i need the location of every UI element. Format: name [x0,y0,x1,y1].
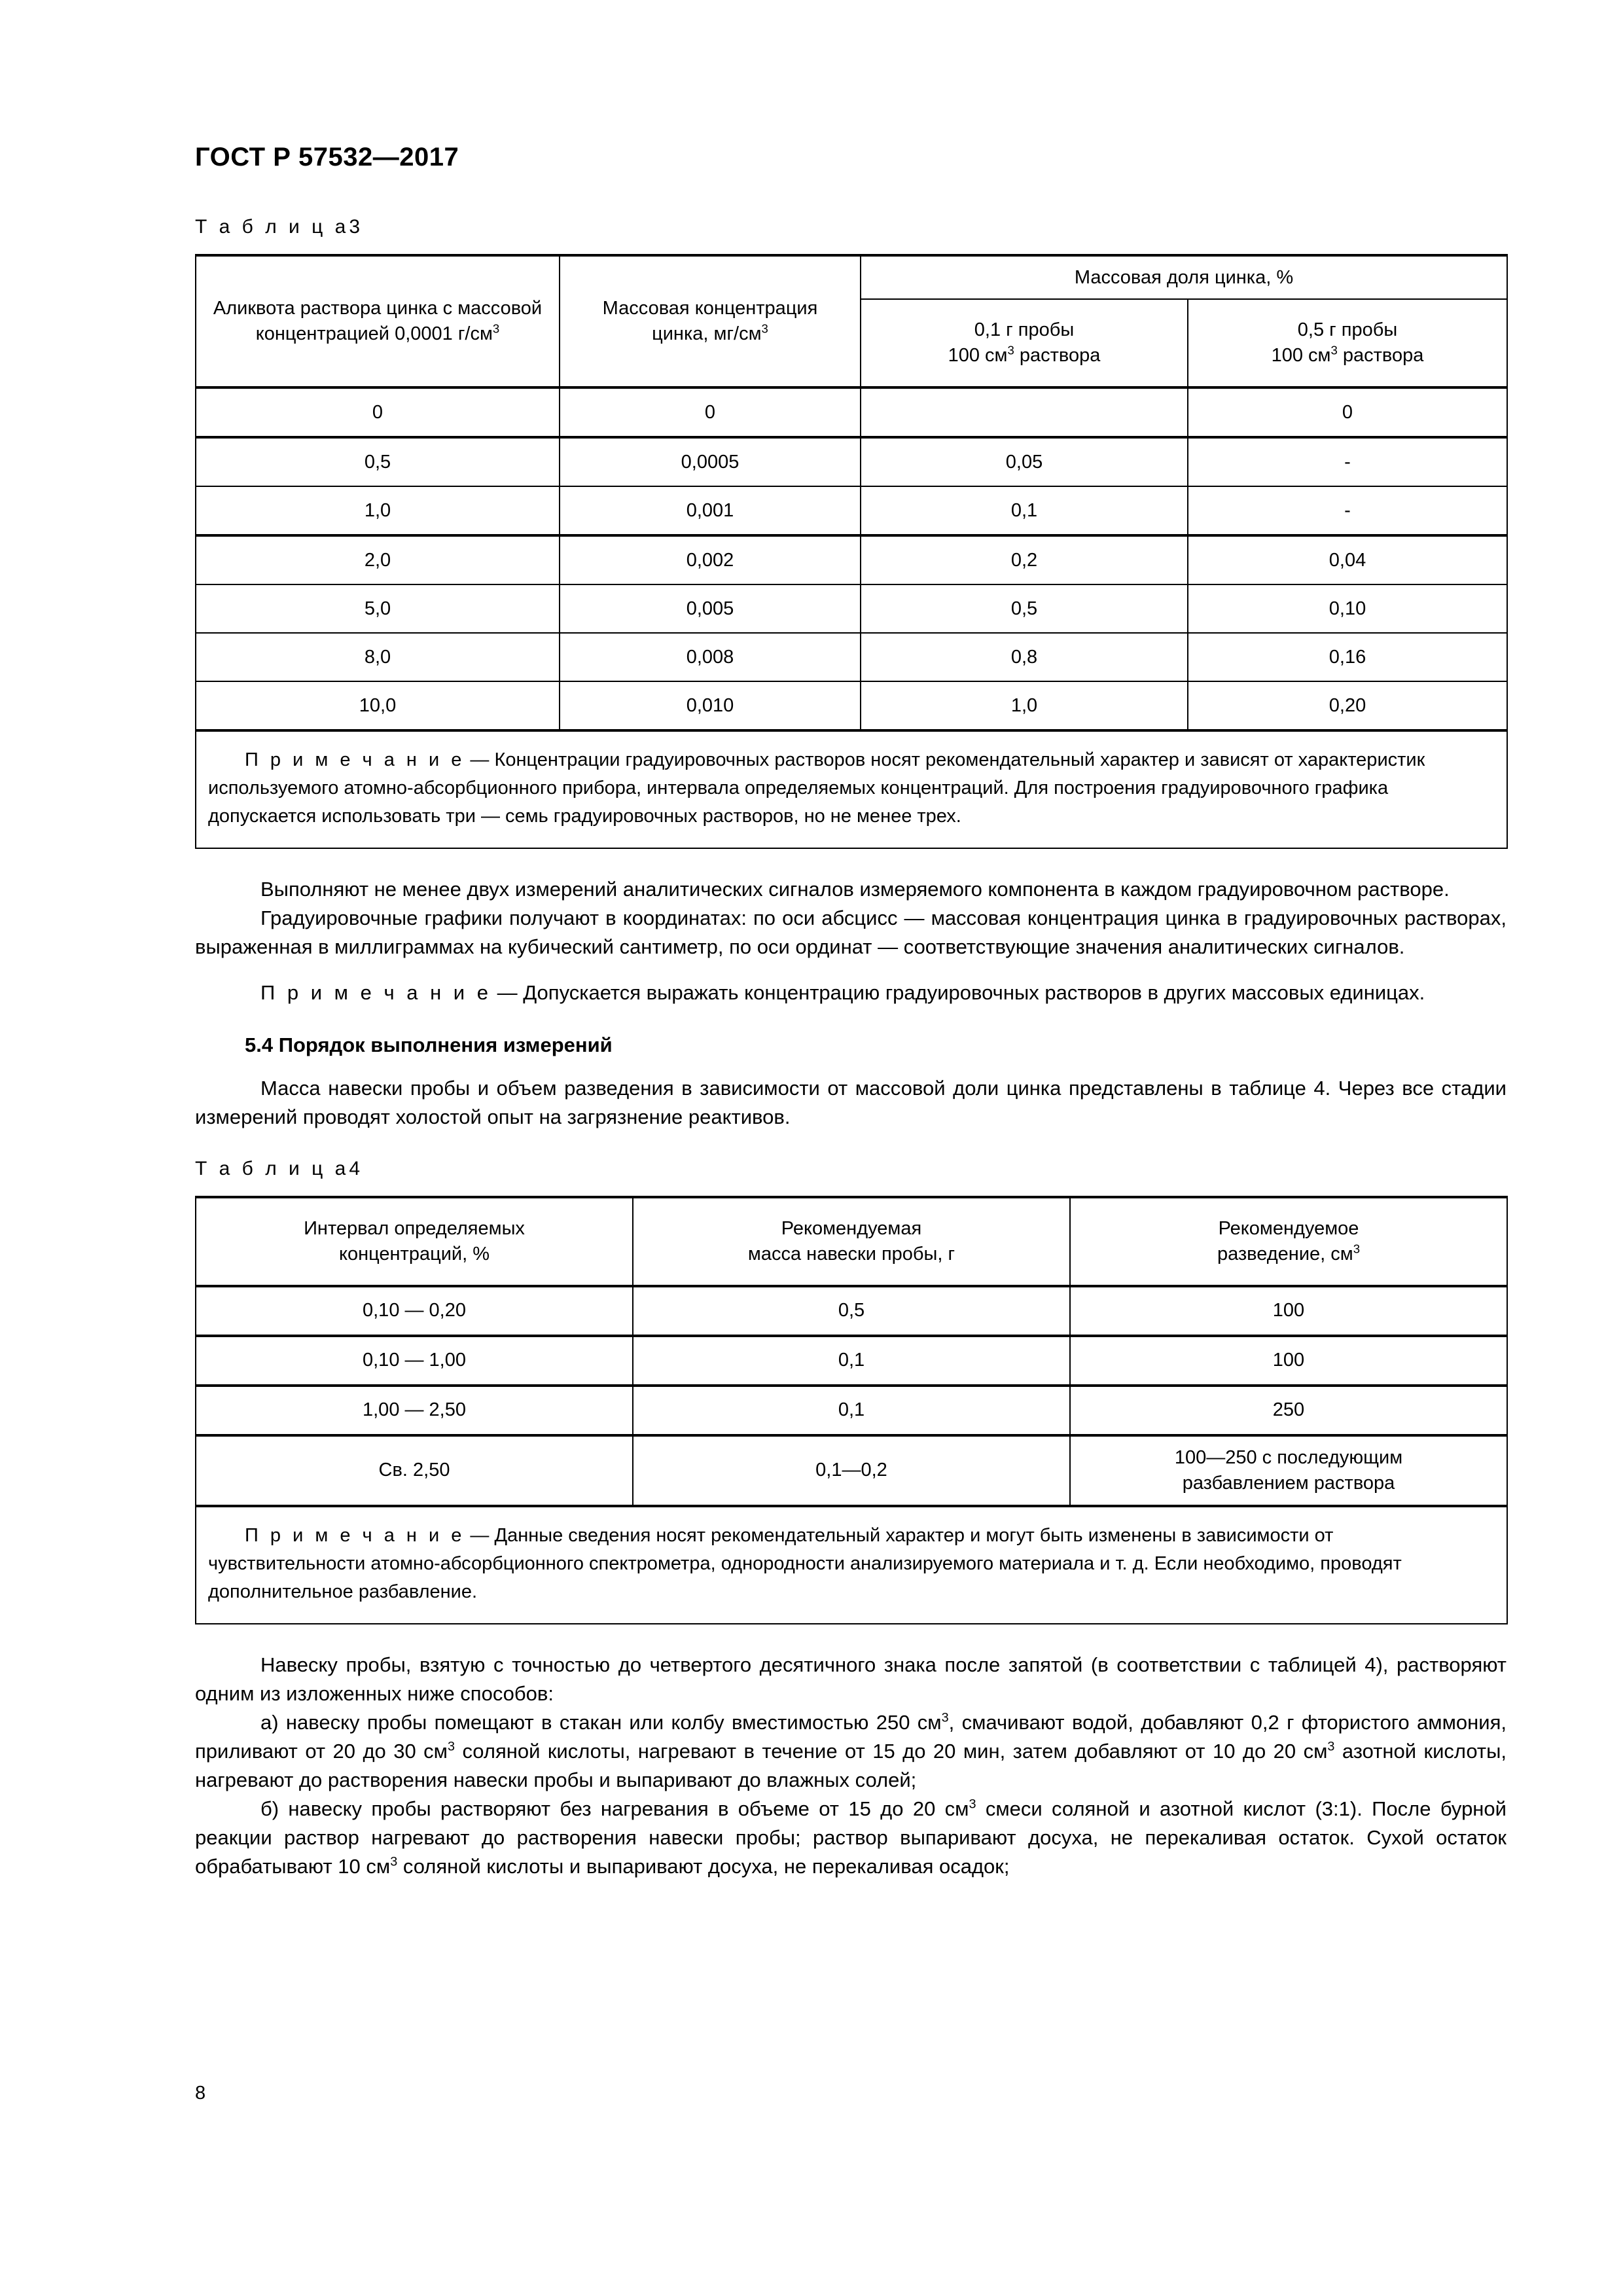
superscript-3: 3 [447,1739,455,1754]
table3-cell-fraction-05: - [1188,437,1507,486]
table-row [196,1336,1507,1386]
table3-cell-fraction-05: 0,10 [1188,584,1507,633]
table4-cell-interval: 0,10 — 0,20 [196,1286,633,1336]
table3-cell-aliquot: 2,0 [196,535,560,584]
spacer [195,1057,1507,1074]
table3-header-concentration-line1: Массовая концентрация [602,297,818,319]
table3-cell-fraction-01: 0,1 [861,486,1188,535]
table4-caption [195,1158,1507,1180]
table3-cell-concentration: 0 [560,387,861,437]
table3-cell-aliquot: 0,5 [196,437,560,486]
table3-header-sample-01 [861,299,1188,387]
body-note [195,978,1507,1007]
table3-cell-fraction-05: 0,20 [1188,681,1507,730]
table-row [196,1435,1507,1506]
paragraph-method-b: б) навеску пробы растворяют без нагревания в объеме от 15 до 20 $см^3$ смеси соляной и азотной кислот (3:1). После бурной реакции раствор нагревают до растворения навески пробы; раствор выпаривают досуха, не перекаливая остаток. Сухой остаток обрабатывают 10 $см^3$ соляной кислоты и выпаривают досуха, не перекаливая осадок; [195,1797,1507,1878]
spacer [195,1624,1507,1651]
table3-cell-fraction-05: 0,16 [1188,633,1507,681]
table3-cell-fraction-05: 0 [1188,387,1507,437]
superscript-3: 3 [1327,1739,1335,1754]
table3-note-text: — Концентрации градуировочных растворов носят рекомендательный характер и зависят от характеристик используемого атомно-абсорбционного прибора, интервала определяемых концентраций. Для построения градуировочного графика допускается использовать три — семь градуировочных растворов, но не менее трех. [208,749,1425,827]
table3-cell-concentration: 0,008 [560,633,861,681]
table3-cell-fraction-01: 0,05 [861,437,1188,486]
table-row [196,584,1507,633]
spacer [195,849,1507,875]
table-row [196,1286,1507,1336]
table-row [196,681,1507,730]
table4-header-dilution-line2: разведение, $см^3$ [1217,1242,1361,1265]
table3-cell-concentration: 0,0005 [560,437,861,486]
table3-header-aliquot-line2: концентрацией 0,0001 $г/см^3$ [255,321,500,344]
table4-cell-interval: Св. 2,50 [196,1435,633,1506]
table4-cell-interval: 1,00 — 2,50 [196,1386,633,1435]
table3-cell-fraction-01: 1,0 [861,681,1188,730]
table3-header-sample-01-line1: 0,1 г пробы [974,319,1075,340]
body-note-lead: П р и м е ч а н и е [260,980,491,1004]
table4-cell-dilution [1070,1435,1507,1506]
table4-cell-dilution: 250 [1070,1386,1507,1435]
paragraph-calibration-graphs: Градуировочные графики получают в координатах: по оси абсцисс — массовая концентрация цинка в градуировочных растворах, выраженная в миллиграммах на кубический сантиметр, по оси ординат — соответствующие значения аналитических сигналов. [195,906,1507,958]
table3-cell-fraction-01: 0,2 [861,535,1188,584]
table4-header-mass-line2: масса навески пробы, г [747,1243,955,1265]
table3-cell-aliquot: 5,0 [196,584,560,633]
table3-header-sample-05-line2: 100 $см^3$ раствора [1271,343,1424,366]
table4-cell-dilution-line2: разбавлением раствора [1182,1472,1395,1494]
table4-note-text: — Данные сведения носят рекомендательный характер и могут быть изменены в зависимости от чувствительности атомно-абсорбционного спектрометра, однородности анализируемого материала и т. д. Если необходимо, проводят дополнительное разбавление. [208,1524,1402,1602]
table4-cell-mass: 0,1 [633,1336,1070,1386]
table4-header-dilution-line1: Рекомендуемое [1218,1217,1359,1239]
standard-header: ГОСТ Р 57532—2017 [195,143,459,171]
table3-caption [195,216,1507,238]
table3-header-concentration-line2: цинка, $мг/см^3$ [652,321,768,344]
table4-header-row [196,1197,1507,1286]
table3-caption-label: Т а б л и ц а [195,216,349,238]
table3-header-sample-05-line1: 0,5 г пробы [1297,319,1398,340]
table3-header-concentration [560,255,861,387]
table3-cell-concentration: 0,002 [560,535,861,584]
table3-cell-aliquot: 10,0 [196,681,560,730]
table4-caption-label: Т а б л и ц а [195,1157,349,1179]
body-note-text: — Допускается выражать концентрацию градуировочных растворов в других массовых единицах. [491,980,1425,1004]
superscript-3: 3 [761,321,768,336]
table3-cell-concentration: 0,005 [560,584,861,633]
table4-note-lead: П р и м е ч а н и е [245,1524,465,1546]
table3-header-aliquot-line1: Аликвота раствора цинка с массовой [213,297,543,319]
table4-cell-mass: 0,1—0,2 [633,1435,1070,1506]
table3-cell-concentration: 0,001 [560,486,861,535]
table4-header-mass [633,1197,1070,1286]
table4-cell-interval: 0,10 — 1,00 [196,1336,633,1386]
table4-header-interval-line2: концентраций, % [338,1243,490,1265]
spacer [195,961,1507,978]
table4-note [196,1506,1507,1624]
table4-note-row [196,1506,1507,1624]
table3-header-row-1 [196,255,1507,299]
table-3 [195,254,1508,849]
paragraph-sample-accuracy: Навеску пробы, взятую с точностью до четвертого десятичного знака после запятой (в соответствии с таблицей 4), растворяют одним из изложенных ниже способов: [195,1653,1507,1705]
table4-header-interval-line1: Интервал определяемых [304,1217,525,1239]
table4-cell-mass: 0,1 [633,1386,1070,1435]
table3-header-mass-fraction-group: Массовая доля цинка, % [861,255,1507,299]
section-heading-5-4: 5.4 Порядок выполнения измерений [245,1033,613,1056]
table3-cell-fraction-01: 0,8 [861,633,1188,681]
paragraph-method-a: а) навеску пробы помещают в стакан или колбу вместимостью 250 $см^3$, смачивают водой, добавляют 0,2 г фтористого аммония, приливают от 20 до 30 $см^3$ соляной кислоты, нагревают в течение от 15 до 20 мин, затем добавляют от 10 до 20 $см^3$ азотной кислоты, нагревают до растворения навески пробы и выпаривают до влажных солей; [195,1710,1507,1791]
table3-cell-fraction-05: - [1188,486,1507,535]
table3-note-row [196,730,1507,848]
table3-note-lead: П р и м е ч а н и е [245,749,465,770]
superscript-3: 3 [390,1854,398,1869]
table3-cell-aliquot: 1,0 [196,486,560,535]
superscript-3: 3 [941,1710,949,1725]
table3-cell-aliquot: 0 [196,387,560,437]
paragraph-sample-mass: Масса навески пробы и объем разведения в зависимости от массовой доли цинка представлены в таблице 4. Через все стадии измерений проводят холостой опыт на загрязнение реактивов. [195,1076,1507,1128]
superscript-3: 3 [1007,343,1014,357]
superscript-3: 3 [1353,1242,1361,1256]
table4-cell-mass: 0,5 [633,1286,1070,1336]
table4-cell-dilution-line1: 100—250 с последующим [1174,1446,1403,1468]
table-4 [195,1196,1508,1624]
table4-caption-number: 4 [349,1157,361,1179]
table4-header-dilution [1070,1197,1507,1286]
table-row [196,1386,1507,1435]
table-row [196,535,1507,584]
table4-header-interval [196,1197,633,1286]
table3-header-sample-01-line2: 100 $см^3$ раствора [948,343,1101,366]
table4-cell-dilution: 100 [1070,1286,1507,1336]
table4-header-mass-line1: Рекомендуемая [781,1217,922,1239]
superscript-3: 3 [969,1797,976,1812]
superscript-3: 3 [492,321,500,336]
page-content [195,216,1507,1881]
table-row [196,486,1507,535]
table-row [196,387,1507,437]
table3-cell-fraction-01: 0,5 [861,584,1188,633]
table3-cell-concentration: 0,010 [560,681,861,730]
superscript-3: 3 [1330,343,1338,357]
table-row [196,633,1507,681]
spacer [195,1132,1507,1158]
table3-header-sample-05 [1188,299,1507,387]
spacer [195,1007,1507,1033]
table3-note [196,730,1507,848]
table3-caption-number: 3 [349,216,361,238]
table3-cell-aliquot: 8,0 [196,633,560,681]
table3-cell-fraction-05: 0,04 [1188,535,1507,584]
page-number: 8 [195,2083,206,2104]
table4-cell-dilution: 100 [1070,1336,1507,1386]
table3-cell-fraction-01 [861,387,1188,437]
table3-header-aliquot [196,255,560,387]
paragraph-measurements: Выполняют не менее двух измерений аналитических сигналов измеряемого компонента в каждом градуировочном растворе. [260,877,1450,901]
table-row [196,437,1507,486]
